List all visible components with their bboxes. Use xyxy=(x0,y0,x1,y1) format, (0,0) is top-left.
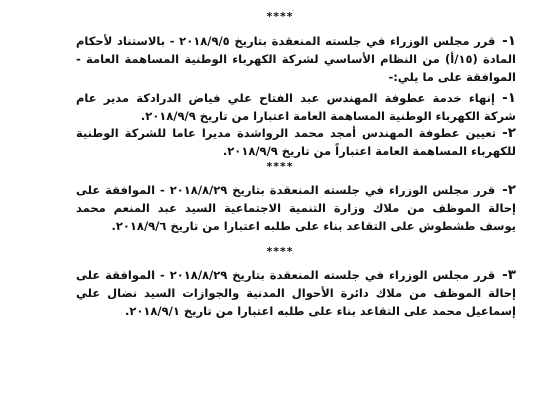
decision-subitem-1 xyxy=(76,89,516,125)
decision-subitem-2 xyxy=(76,124,516,160)
item-text: قرر مجلس الوزراء في جلسته المنعقدة بتاريخ ٢٠١٨/٨/٢٩ - الموافقة على إحالة الموظف من ملاك دائرة الأحوال المدنية والجوازات السيد نضال علي إسماعيل محمد على التقاعد بناء على طلبه اعتبارا من تاريخ ٢٠١٨/٩/١. xyxy=(76,268,516,318)
item-number: ٣- xyxy=(502,267,516,283)
item-number: ٢- xyxy=(502,182,516,198)
item-text: قرر مجلس الوزراء في جلسته المنعقدة بتاريخ ٢٠١٨/٨/٢٩ - الموافقة على إحالة الموظف من ملاك وزارة التنمية الاجتماعية السيد عبد المنعم محمد يوسف طشطوش على التقاعد بناء على طلبه اعتبارا من تاريخ ٢٠١٨/٩/٦. xyxy=(76,183,516,233)
item-number: ١- xyxy=(502,33,516,49)
subitem-number: ١- xyxy=(502,90,516,106)
decision-item-1 xyxy=(76,32,516,86)
separator-stars: **** xyxy=(266,160,294,173)
subitem-text: تعيين عطوفة المهندس أمجد محمد الرواشدة مديرا عاما للشركة الوطنية للكهرباء المساهمة العامة اعتباراً من تاريخ ٢٠١٨/٩/٩. xyxy=(76,126,516,158)
item-text: قرر مجلس الوزراء في جلسته المنعقدة بتاريخ ٢٠١٨/٩/٥ - بالاستناد لأحكام المادة (١٥/أ) من النظام الأساسي لشركة الكهرباء الوطنية المساهمة العامة - الموافقة على ما يلي:- xyxy=(76,34,516,84)
decision-item-2 xyxy=(76,181,516,235)
subitem-text: إنهاء خدمة عطوفة المهندس عبد الفتاح علي فياض الدرادكة مدير عام شركة الكهرباء الوطنية المساهمة العامة اعتبارا من تاريخ ٢٠١٨/٩/٩. xyxy=(76,91,516,123)
separator-stars: **** xyxy=(266,10,294,23)
subitem-number: ٢- xyxy=(502,125,516,141)
decision-item-3 xyxy=(76,266,516,320)
separator-stars: **** xyxy=(266,245,294,258)
